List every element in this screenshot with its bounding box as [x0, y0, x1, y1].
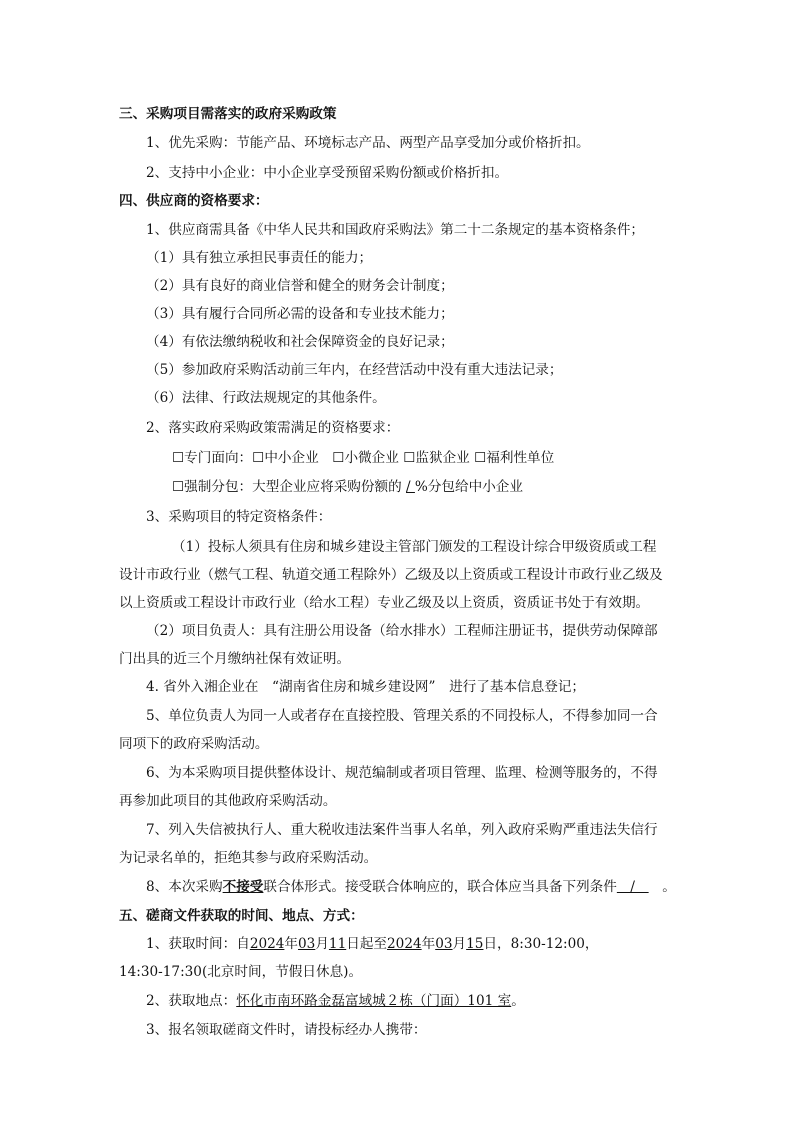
qualification-item-5-line1: 5、单位负责人为同一人或者存在直接控股、管理关系的不同投标人，不得参加同一合 — [146, 708, 658, 724]
subcontract-blank: / — [406, 479, 415, 495]
start-year: 2024 — [249, 936, 285, 952]
condition-3: （3）具有履行合同所必需的设备和专业技术能力； — [146, 306, 454, 322]
until-text: 日起至 — [346, 936, 388, 952]
qualification-item-7-line2: 为记录名单的，拒绝其参与政府采购活动。 — [119, 850, 378, 866]
qualification-item-1: 1、供应商需具备《中华人民共和国政府采购法》第二十二条规定的基本资格条件； — [146, 222, 645, 238]
specific-qualification-1-line3: 以上资质或工程设计市政行业（给水工程）专业乙级及以上资质，资质证书处于有效期。 — [119, 595, 650, 611]
consortium-text-b: 联合体形式。接受联合体响应的，联合体应当具备下列条件 — [263, 879, 617, 895]
acquisition-requirements: 3、报名领取磋商文件时，请投标经办人携带： — [146, 1022, 427, 1038]
end-day: 15 — [466, 936, 484, 952]
time-label: 1、获取时间：自 — [146, 936, 250, 952]
acquisition-time-line1 — [146, 934, 599, 954]
start-day: 11 — [328, 936, 347, 952]
acquisition-time-line2: 14:30-17:30(北京时间，节假日休息)。 — [119, 964, 363, 980]
condition-6: （6）法律、行政法规规定的其他条件。 — [146, 390, 386, 406]
section-5-heading: 五、磋商文件获取的时间、地点、方式： — [119, 908, 364, 924]
qualification-item-7-line1: 7、列入失信被执行人、重大税收违法案件当事人名单，列入政府采购严重违法失信行 — [146, 822, 658, 838]
condition-1: （1）具有独立承担民事责任的能力； — [146, 250, 373, 266]
start-month: 03 — [298, 936, 316, 952]
section-4-heading: 四、供应商的资格要求： — [119, 193, 269, 209]
subcontract-text-b: %分包给中小企业 — [414, 479, 523, 495]
qualification-item-6-line2: 再参加此项目的其他政府采购活动。 — [119, 793, 337, 809]
condition-5: （5）参加政府采购活动前三年内，在经营活动中没有重大违法记录； — [146, 362, 563, 378]
place-label: 2、获取地点： — [146, 993, 237, 1009]
qualification-item-5-line2: 同项下的政府采购活动。 — [119, 736, 269, 752]
section-3-heading: 三、采购项目需落实的政府采购政策 — [119, 106, 337, 122]
month-unit: 月 — [315, 936, 329, 952]
specific-qualification-1-line1: （1）投标人须具有住房和城乡建设主管部门颁发的工程设计综合甲级资质或工程 — [172, 539, 657, 555]
subcontract-text-a: ☐强制分包：大型企业应将采购份额的 — [172, 479, 407, 495]
policy-item-1: 1、优先采购：节能产品、环境标志产品、两型产品享受加分或价格折扣。 — [146, 135, 590, 151]
place-period: 。 — [511, 993, 525, 1009]
day-and-hours: 日，8:30-12:00， — [483, 936, 599, 952]
policy-item-2: 2、支持中小企业：中小企业享受预留采购份额或价格折扣。 — [146, 165, 509, 181]
place-address: 怀化市南环路金磊富域城２栋（门面）101 室 — [236, 993, 512, 1009]
qualification-item-2: 2、落实政府采购政策需满足的资格要求： — [146, 420, 400, 436]
qualification-item-8 — [146, 877, 676, 897]
consortium-text-a: 8、本次采购 — [146, 879, 223, 895]
policy-checkbox-row: ☐专门面向：☐中小企业 ☐小微企业 ☐监狱企业 ☐福利性单位 — [172, 450, 555, 466]
year-unit: 年 — [284, 936, 299, 952]
end-month: 03 — [435, 936, 453, 952]
qualification-item-6-line1: 6、为本采购项目提供整体设计、规范编制或者项目管理、监理、检测等服务的，不得 — [146, 765, 658, 781]
acquisition-place — [146, 991, 525, 1011]
condition-2: （2）具有良好的商业信誉和健全的财务会计制度； — [146, 278, 454, 294]
specific-qualification-2-line2: 门出具的近三个月缴纳社保有效证明。 — [119, 651, 351, 667]
qualification-item-3: 3、采购项目的特定资格条件： — [146, 509, 332, 525]
consortium-not-accepted: 不接受 — [222, 879, 264, 895]
subcontract-checkbox-row — [172, 477, 523, 497]
condition-4: （4）有依法缴纳税收和社会保障资金的良好记录； — [146, 334, 454, 350]
end-year: 2024 — [387, 936, 422, 952]
consortium-blank: / — [616, 879, 649, 895]
month-unit-2: 月 — [452, 936, 467, 952]
consortium-text-c: 。 — [648, 879, 676, 895]
specific-qualification-2-line1: （2）项目负责人：具有注册公用设备（给水排水）工程师注册证书，提供劳动保障部 — [146, 623, 658, 639]
year-unit-2: 年 — [421, 936, 436, 952]
specific-qualification-1-line2: 设计市政行业（燃气工程、轨道交通工程除外）乙级及以上资质或工程设计市政行业乙级及 — [119, 567, 663, 583]
qualification-item-4: 4. 省外入湘企业在 “湖南省住房和城乡建设网” 进行了基本信息登记； — [146, 679, 586, 695]
